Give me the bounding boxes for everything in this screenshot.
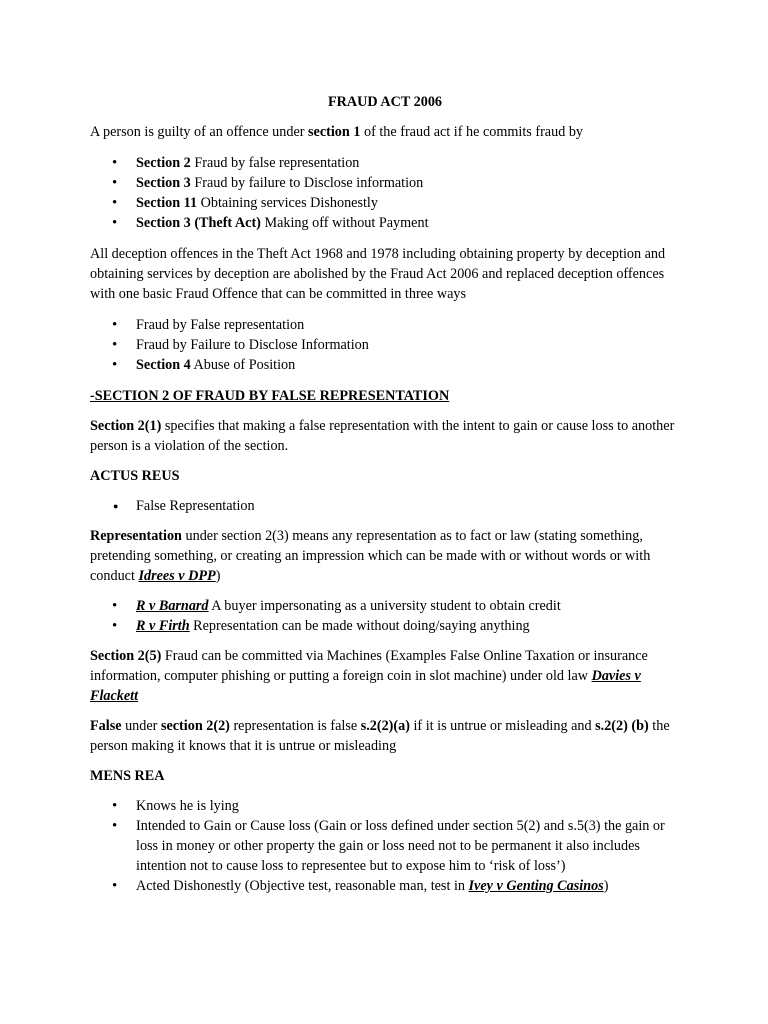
mens-rea-list [90,796,680,896]
false-paragraph: False under section 2(2) representation is false s.2(2)(a) if it is untrue or misleading and s.2(2) (b) the person making it knows that it is untrue or misleading [90,718,670,754]
case-citation: R v Barnard [136,598,209,614]
cases-list [90,596,680,636]
actus-reus-list [90,496,680,516]
document-body [90,92,680,896]
section-2-heading: -SECTION 2 OF FRAUD BY FALSE REPRESENTATION [90,388,450,404]
offences-list [90,153,680,233]
list-item: • Acted Dishonestly (Objective test, reasonable man, test in Ivey v Genting Casinos) [90,876,680,896]
list-item: • R v Firth Representation can be made without doing/saying anything [90,616,680,636]
mens-rea-heading: MENS REA [90,768,165,784]
document-title: FRAUD ACT 2006 [327,94,443,110]
list-item: • Intended to Gain or Cause loss (Gain or loss defined under section 5(2) and s.5(3) the gain or loss in money or other property the gain or loss need not to be permanent it also includes intention not to cause loss to representee but to expose him to ‘risk of loss’) [90,816,680,876]
deception-paragraph: All deception offences in the Theft Act 1968 and 1978 including obtaining property by deception and obtaining services by deception are abolished by the Fraud Act 2006 and replaced deception offences with one basic Fraud Offence that can be committed in three ways [90,246,666,302]
three-ways-list [90,315,680,375]
list-item: • Section 4 Abuse of Position [90,355,680,375]
intro-paragraph: A person is guilty of an offence under section 1 of the fraud act if he commits fraud by [90,124,584,140]
list-item: • Knows he is lying [90,796,680,816]
representation-paragraph: Representation under section 2(3) means any representation as to fact or law (stating something, pretending something, or creating an impression which can be made with or without words or with conduct Idrees v DPP) [90,528,651,584]
case-citation: Davies v Flackett [90,668,641,704]
case-citation: Idrees v DPP [138,568,216,584]
list-item: ● False Representation [90,496,680,516]
section-2-5-paragraph: Section 2(5) Fraud can be committed via Machines (Examples False Online Taxation or insurance information, computer phishing or putting a foreign coin in slot machine) under old law Davies v Flackett [90,648,648,704]
list-item: • Fraud by False representation [90,315,680,335]
section-2-1-paragraph: Section 2(1) specifies that making a false representation with the intent to gain or cause loss to another person is a violation of the section. [90,418,675,454]
actus-reus-heading: ACTUS REUS [90,468,180,484]
list-item: • Section 3 (Theft Act) Making off without Payment [90,213,680,233]
list-item: • Section 3 Fraud by failure to Disclose information [90,173,680,193]
list-item: • Fraud by Failure to Disclose Information [90,335,680,355]
case-citation: R v Firth [136,618,190,634]
list-item: • Section 2 Fraud by false representation [90,153,680,173]
list-item: • R v Barnard A buyer impersonating as a university student to obtain credit [90,596,680,616]
list-item: • Section 11 Obtaining services Dishonestly [90,193,680,213]
case-citation: Ivey v Genting Casinos [468,878,604,894]
